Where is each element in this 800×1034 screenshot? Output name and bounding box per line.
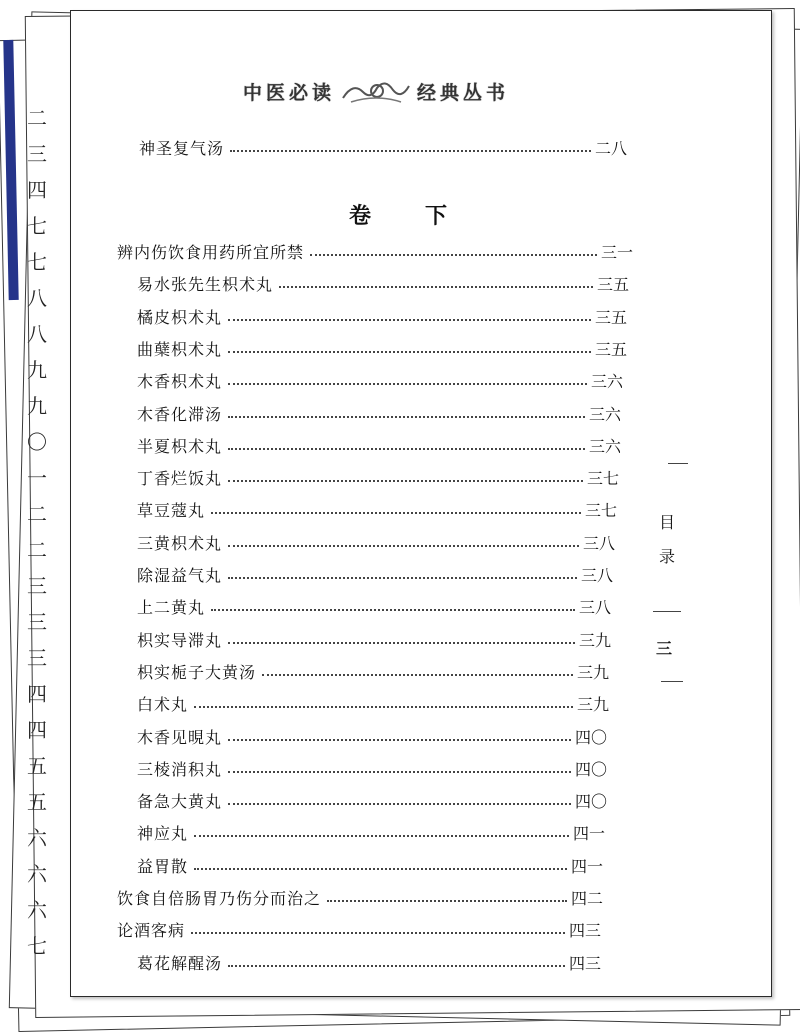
toc-entry-title: 三黄枳术丸	[137, 533, 223, 553]
dot-leader	[228, 642, 575, 644]
toc-entry[interactable]	[137, 556, 613, 586]
toc-entry-title: 丁香烂饭丸	[137, 469, 223, 489]
toc-entry[interactable]	[137, 265, 629, 295]
dot-leader	[211, 512, 581, 514]
dot-leader	[194, 868, 567, 870]
toc-entry[interactable]	[137, 847, 603, 877]
toc-entry-title: 枳实栀子大黄汤	[137, 662, 257, 682]
toc-entry[interactable]	[137, 524, 615, 554]
side-title-char: 目	[658, 513, 675, 532]
dot-leader	[228, 448, 585, 450]
toc-entry-page: 三一	[600, 243, 633, 262]
dot-leader	[262, 674, 573, 676]
toc-entry-title: 草豆蔻丸	[137, 501, 206, 521]
toc-entry-title: 曲蘖枳术丸	[137, 339, 223, 359]
toc-entry-page: 三九	[576, 695, 609, 715]
toc-entry[interactable]	[137, 944, 601, 974]
toc-entry-title: 木香见晛丸	[137, 727, 223, 747]
toc-entry-title: 饮食自倍肠胃乃伤分而治之	[117, 889, 322, 908]
toc-entry-page: 四一	[570, 856, 603, 876]
dot-leader	[228, 803, 571, 805]
page-number: 三	[656, 639, 673, 658]
page-number-fragment: 七	[27, 250, 47, 274]
dot-leader	[310, 254, 597, 256]
toc-entry-page: 三九	[576, 662, 609, 682]
dot-leader	[327, 900, 567, 902]
toc-entry-title: 枳实导滞丸	[137, 630, 223, 650]
toc-entry-page: 四〇	[574, 727, 607, 747]
dot-leader	[228, 383, 587, 385]
toc-entry[interactable]	[137, 588, 611, 618]
page-number-fragment: 四	[27, 682, 47, 706]
toc-entry[interactable]	[117, 879, 603, 909]
toc-entry-page: 三八	[582, 533, 615, 553]
series-title-right: 经典丛书	[417, 81, 510, 104]
toc-entry-page: 三六	[590, 372, 623, 392]
toc-entry[interactable]	[139, 129, 627, 159]
toc-entry[interactable]	[137, 718, 607, 748]
toc-entry-title: 备急大黄丸	[137, 792, 223, 812]
toc-entry[interactable]	[137, 685, 609, 715]
toc-entry-title: 除湿益气丸	[137, 566, 223, 585]
toc-entry-title: 三棱消积丸	[137, 759, 223, 779]
dot-leader	[228, 965, 565, 967]
toc-entry[interactable]	[137, 362, 623, 392]
page-number-fragment: 七	[27, 934, 47, 958]
page-number-fragment: 八	[27, 286, 47, 310]
dot-leader	[279, 286, 593, 288]
dot-leader	[228, 351, 591, 353]
toc-entry-title: 半夏枳术丸	[137, 436, 223, 456]
page-number-fragment: 五	[27, 754, 47, 778]
toc-entry-title: 神圣复气汤	[139, 139, 225, 158]
toc-entry-title: 益胃散	[137, 856, 189, 876]
page-number-fragment: 九	[27, 394, 47, 418]
toc-entry-page: 三九	[578, 630, 611, 650]
toc-entry-page: 三五	[594, 339, 627, 359]
page-number-fragment: 六	[27, 898, 47, 922]
toc-entry[interactable]	[137, 298, 627, 328]
dot-leader	[211, 609, 575, 611]
page-number-fragment: 二	[27, 538, 47, 562]
toc-entry-page: 三七	[586, 469, 619, 489]
side-running-title	[656, 506, 678, 574]
dot-leader	[228, 416, 585, 418]
toc-entry-title: 上二黄丸	[137, 598, 206, 618]
dot-leader	[230, 150, 591, 152]
page-number-fragment: 三	[27, 142, 47, 166]
toc-entry-page: 三八	[580, 566, 613, 585]
toc-entry-page: 三六	[588, 404, 621, 424]
dot-leader	[228, 739, 571, 741]
page-number-fragment: 二	[27, 502, 47, 526]
page-number-fragment: 四	[27, 718, 47, 742]
divider	[653, 611, 681, 612]
toc-entry-page: 四二	[570, 889, 603, 908]
toc-entry-page: 四一	[572, 824, 605, 844]
page-number-fragment: 三	[27, 574, 47, 598]
toc-entry-title: 辨内伤饮食用药所宜所禁	[117, 243, 305, 262]
toc-entry-page: 三六	[588, 436, 621, 456]
toc-entry-page: 四〇	[574, 792, 607, 812]
page-number-fragment: 六	[27, 862, 47, 886]
toc-entry-title: 白术丸	[137, 695, 189, 715]
page-number-fragment: 四	[27, 178, 47, 202]
toc-entry-title: 葛花解醒汤	[137, 953, 223, 973]
dot-leader	[228, 480, 583, 482]
toc-entry[interactable]	[137, 621, 611, 651]
dot-leader	[194, 835, 569, 837]
toc-entry-title: 木香化滞汤	[137, 404, 223, 424]
toc-entry-title: 木香枳术丸	[137, 372, 223, 392]
page-number-fragment: 〇	[27, 430, 47, 454]
toc-entry[interactable]	[137, 491, 617, 521]
toc-entry-page: 三五	[594, 307, 627, 327]
toc-entry[interactable]	[117, 911, 601, 941]
toc-entry[interactable]	[137, 427, 621, 457]
dot-leader	[228, 577, 577, 579]
dot-leader	[228, 319, 591, 321]
section-title: 卷 下	[349, 204, 464, 229]
page-number-fragment: 三	[27, 646, 47, 670]
page-number-fragment: 一	[27, 466, 47, 490]
toc-entry[interactable]	[117, 233, 633, 263]
toc-entry-page: 四三	[568, 953, 601, 973]
toc-entry-title: 论酒客病	[117, 921, 186, 941]
toc-entry-page: 四〇	[574, 759, 607, 779]
toc-entry[interactable]	[137, 459, 619, 489]
page-number-fragment: 八	[27, 322, 47, 346]
toc-entry-page: 二八	[594, 139, 627, 158]
dot-leader	[228, 771, 571, 773]
toc-entry-title: 神应丸	[137, 824, 189, 844]
divider	[661, 681, 683, 682]
series-header	[243, 71, 573, 111]
toc-entry-page: 三五	[596, 275, 629, 295]
toc-entry-page: 三七	[584, 501, 617, 521]
toc-entry[interactable]	[137, 814, 605, 844]
toc-entry[interactable]	[137, 395, 621, 425]
page-number-fragment: 九	[27, 358, 47, 382]
page-number-fragment: 五	[27, 790, 47, 814]
toc-entry-page: 三八	[578, 598, 611, 618]
previous-page-page-numbers	[22, 100, 52, 980]
series-title-left: 中医必读	[243, 81, 336, 104]
decorative-ornament-icon	[341, 76, 411, 106]
toc-entry[interactable]	[137, 782, 607, 812]
divider	[668, 463, 688, 464]
toc-entry-page: 四三	[568, 921, 601, 941]
toc-entry[interactable]	[137, 750, 607, 780]
dot-leader	[228, 545, 579, 547]
toc-page	[70, 10, 772, 997]
side-title-char: 录	[658, 547, 675, 566]
page-number-fragment: 七	[27, 214, 47, 238]
toc-entry-title: 橘皮枳术丸	[137, 307, 223, 327]
toc-entry[interactable]	[137, 330, 627, 360]
dot-leader	[191, 932, 565, 934]
dot-leader	[194, 706, 573, 708]
page-number-fragment: 三	[27, 610, 47, 634]
page-number-fragment: 六	[27, 826, 47, 850]
page-number-fragment: 二	[27, 106, 47, 130]
toc-entry-title: 易水张先生枳术丸	[137, 275, 274, 295]
toc-entry[interactable]	[137, 653, 609, 683]
